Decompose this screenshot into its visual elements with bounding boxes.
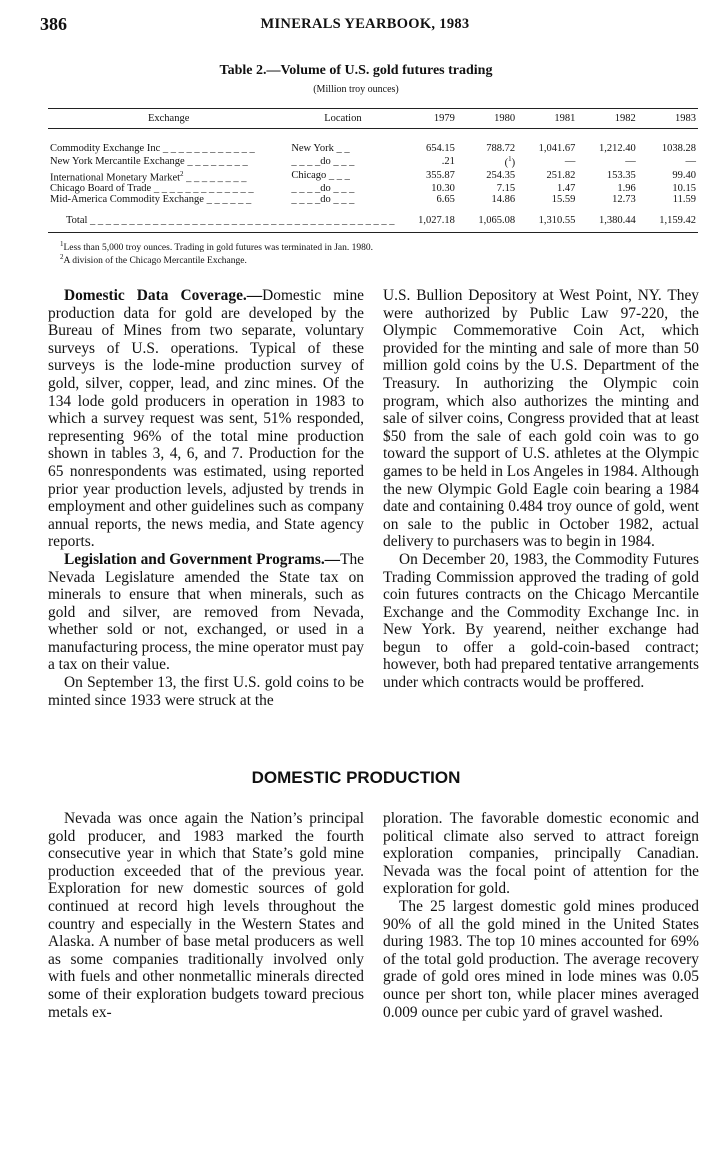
- col-header-1979: 1979: [397, 109, 457, 129]
- cell-location: _ _ _ _do _ _ _: [291, 155, 355, 167]
- table-title: Table 2.—Volume of U.S. gold futures trading: [219, 63, 493, 78]
- cell-1979: 6.65: [436, 194, 455, 205]
- table-row: [48, 154, 698, 169]
- run-in-heading: Domestic Data Coverage.—: [64, 287, 263, 304]
- total-label: Total _ _ _ _ _ _ _ _ _ _ _ _ _ _ _ _ _ _ _ _ _ _ _ _ _ _ _ _ _ _ _ _ _ _ _ _ _ _ _: [48, 205, 397, 233]
- section-heading: DOMESTIC PRODUCTION: [251, 768, 461, 787]
- cell-1979: 654.15: [425, 143, 455, 154]
- cell-exchange: International Monetary Market$^2$ _ _ _ _ _ _ _ _: [50, 169, 247, 183]
- table-row: [48, 169, 698, 184]
- footnote: $^2$A division of the Chicago Mercantile Exchange.: [60, 253, 247, 267]
- cell-1980: 14.86: [491, 194, 516, 205]
- cell-exchange: Mid-America Commodity Exchange _ _ _ _ _ _: [50, 194, 252, 205]
- cell-1982: 1.96: [617, 183, 636, 194]
- cell-1983: 1038.28: [661, 143, 696, 154]
- table-row: [48, 183, 698, 194]
- cell-1980: 254.35: [486, 170, 516, 182]
- total-1979: 1,027.18: [397, 205, 457, 233]
- cell-exchange: Commodity Exchange Inc _ _ _ _ _ _ _ _ _ _ _ _: [50, 143, 255, 154]
- col-header-1983: 1983: [638, 109, 698, 129]
- footnote: $^1$Less than 5,000 troy ounces. Trading in gold futures was terminated in Jan. 1980.: [60, 240, 374, 254]
- paragraph: ploration. The favorable domestic economic and political climate also served to attract foreign exploration companies, principally Canadian. Nevada was the focal point of attention for the exploration for gold.: [383, 810, 699, 898]
- paragraph: Domestic Data Coverage.—Domestic mine production data for gold are developed by the Bureau of Mines from two separate, voluntary surveys of U.S. operations. Typical of these surveys is the lode-mine production survey of gold, silver, copper, lead, and zinc mines. Of the 134 lode gold producers in operation in 1983 to which a survey request was sent, 51% responded, representing 96% of the total mine production shown in tables 3, 4, 6, and 7. Production for the 65 nonrespondents was estimated, using reported prior year production levels, adjusted by trends in employment and other guidelines such as company annual reports, the news media, and State agency reports.: [48, 287, 364, 551]
- cell-location: _ _ _ _do _ _ _: [291, 183, 355, 194]
- paragraph: Nevada was once again the Nation’s principal gold producer, and 1983 marked the fourth consecutive year in which that State’s gold mine production exceeded that of the previous year. Exploration for new domestic sources of gold continued at record high levels throughout the country and especially in the Western States and Alaska. A number of base metal producers as well as some companies traditionally involved only with fuels and other nonmetallic minerals directed some of their exploration budgets toward precious metals ex-: [48, 810, 364, 1021]
- cell-exchange: New York Mercantile Exchange _ _ _ _ _ _ _ _: [50, 155, 248, 167]
- col-header-1981: 1981: [517, 109, 577, 129]
- cell-1983: 10.15: [672, 183, 696, 194]
- cell-1982: —: [625, 155, 636, 167]
- table-header-row: [48, 109, 698, 129]
- cell-1981: —: [564, 155, 576, 167]
- col-header-1982: 1982: [577, 109, 637, 129]
- paragraph: On September 13, the first U.S. gold coins to be minted since 1933 were struck at the: [48, 674, 364, 709]
- total-1981: 1,310.55: [517, 205, 577, 233]
- table-row: [48, 194, 698, 205]
- table-row: [48, 129, 698, 155]
- paragraph: The 25 largest domestic gold mines produced 90% of all the gold mined in the United States during 1983. The top 10 mines accounted for 69% of the total gold production. The average recovery grade of gold ores mined in lode mines was 0.05 ounce per short ton, while placer mines averaged 0.009 ounce per cubic yard of gravel washed.: [383, 897, 699, 1021]
- cell-1981: 251.82: [546, 170, 576, 182]
- total-1983: 1,159.42: [638, 205, 698, 233]
- run-in-heading: Legislation and Government Programs.—: [64, 550, 341, 568]
- cell-1982: 12.73: [612, 194, 636, 205]
- cell-1979: .21: [441, 155, 455, 167]
- text-column-right-lower: [383, 810, 699, 1021]
- col-header-exchange: Exchange: [48, 109, 289, 129]
- col-header-location: Location: [289, 109, 396, 129]
- text-column-left-upper: [48, 287, 364, 709]
- cell-1983: 99.40: [672, 170, 696, 182]
- footnote-ref: 1: [508, 155, 512, 163]
- page-number: 386: [40, 14, 67, 34]
- cell-exchange: Chicago Board of Trade _ _ _ _ _ _ _ _ _ _ _ _ _: [50, 183, 254, 194]
- cell-1979: 10.30: [431, 183, 455, 194]
- cell-1981: 1,041.67: [538, 143, 576, 154]
- cell-1981: 1.47: [557, 183, 576, 194]
- cell-1983: 11.59: [672, 194, 696, 205]
- cell-1981: 15.59: [551, 194, 576, 205]
- cell-1982: 153.35: [606, 170, 636, 182]
- paragraph: U.S. Bullion Depository at West Point, NY. They were authorized by Public Law 97-220, the Olympic Commemorative Coin Act, which provided for the minting and sale of more than 50 million gold coins by the U.S. Department of the Treasury. In authorizing the Olympic coin program, which also authorizes the minting and sale of silver coins, Congress provided that at least $50 from the sale of each gold coin was to go toward the support of U.S. athletes at the Olympic games to be held in Los Angeles in 1984. Although the new Olympic Gold Eagle coin bearing a 1984 date and containing 0.484 troy ounce of gold, went on sale to the public in October 1982, actual delivery to purchasers was to begin in 1984.: [383, 287, 699, 551]
- cell-1979: 355.87: [425, 170, 455, 182]
- cell-1982: 1,212.40: [598, 143, 636, 154]
- table-units: (Million troy ounces): [313, 84, 399, 95]
- table-total-row: [48, 205, 698, 233]
- cell-1980: 788.72: [486, 143, 516, 154]
- page-header: [40, 14, 690, 38]
- paragraph: Legislation and Government Programs.—The Nevada Legislature amended the State tax on minerals to ensure that when minerals, such as gold and silver, are removed from Nevada, whether sold or not, exchanged, or used in a manufacturing process, the mine operator must pay a tax on their value.: [48, 550, 364, 674]
- running-title: MINERALS YEARBOOK, 1983: [260, 16, 470, 32]
- paragraph: On December 20, 1983, the Commodity Futures Trading Commission approved the trading of gold coin futures contracts on the Chicago Mercantile Exchange and the Commodity Exchange Inc. in New York. By yearend, neither exchange had begun to offer a gold-coin-based contract; however, both had prepared tentative arrangements under which contracts would be proffered.: [383, 550, 699, 692]
- text-column-right-upper: [383, 287, 699, 692]
- cell-location: New York _ _: [291, 143, 350, 154]
- gold-futures-table: [48, 108, 698, 233]
- text-column-left-lower: [48, 810, 364, 1021]
- cell-1980: 7.15: [496, 183, 516, 194]
- cell-location: Chicago _ _ _: [291, 170, 350, 182]
- footnote-ref: 2: [180, 169, 184, 178]
- cell-1980: ($^1$): [504, 155, 516, 169]
- total-1980: 1,065.08: [457, 205, 517, 233]
- col-header-1980: 1980: [457, 109, 517, 129]
- cell-location: _ _ _ _do _ _ _: [291, 194, 355, 205]
- total-1982: 1,380.44: [577, 205, 637, 233]
- cell-1983: —: [685, 155, 696, 167]
